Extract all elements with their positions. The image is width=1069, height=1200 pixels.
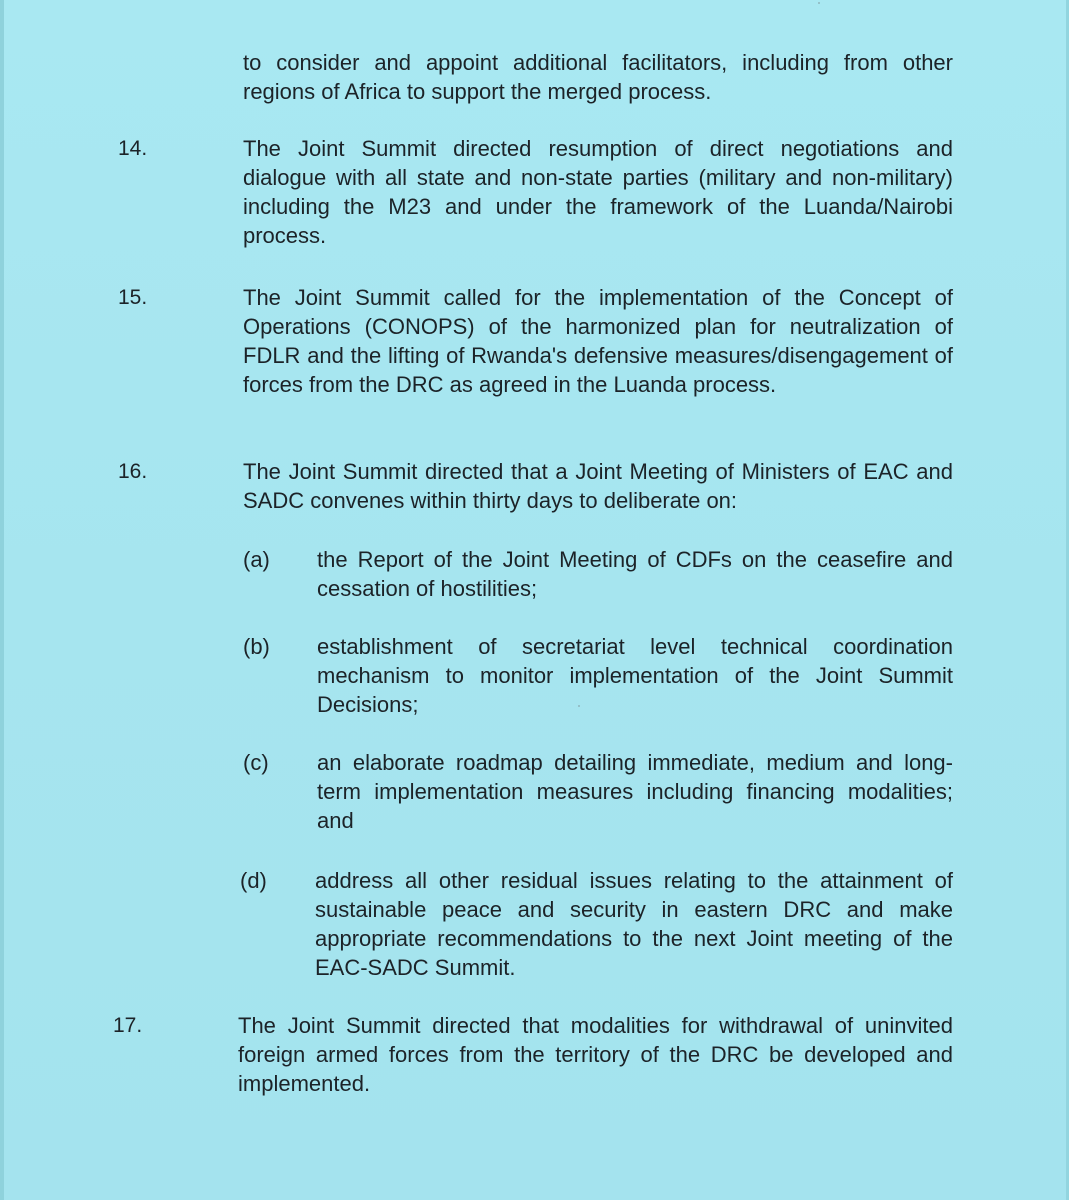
continuation-paragraph: to consider and appoint additional facilitators, including from other regions of Africa to support the merged process. bbox=[243, 50, 953, 104]
paper-speck bbox=[578, 705, 580, 707]
item-17-paragraph: The Joint Summit directed that modalities for withdrawal of uninvited foreign armed forces from the territory of the DRC be developed and implemented. bbox=[238, 1013, 953, 1096]
subitem-label: (c) bbox=[243, 750, 269, 775]
subitem-c-paragraph: an elaborate roadmap detailing immediate, medium and long-term implementation measures including financing modalities; and bbox=[317, 750, 953, 833]
item-number: 16. bbox=[118, 460, 148, 483]
page-edge bbox=[0, 0, 4, 1200]
item-number: 15. bbox=[118, 286, 148, 309]
subitem-a-paragraph: the Report of the Joint Meeting of CDFs on the ceasefire and cessation of hostilities; bbox=[317, 547, 953, 601]
subitem-label: (b) bbox=[243, 634, 270, 659]
subitem-d-paragraph: address all other residual issues relating to the attainment of sustainable peace and security in eastern DRC and make appropriate recommendations to the next Joint meeting of the EAC-SADC Summit. bbox=[315, 868, 953, 980]
item-16-paragraph: The Joint Summit directed that a Joint Meeting of Ministers of EAC and SADC convenes within thirty days to deliberate on: bbox=[243, 459, 953, 513]
subitem-label: (d) bbox=[240, 868, 267, 893]
item-15-paragraph: The Joint Summit called for the implementation of the Concept of Operations (CONOPS) of the harmonized plan for neutralization of FDLR and the lifting of Rwanda's defensive measures/disengagement of forces from the DRC as agreed in the Luanda process. bbox=[243, 285, 953, 397]
item-14-paragraph: The Joint Summit directed resumption of direct negotiations and dialogue with all state and non-state parties (military and non-military) including the M23 and under the framework of the Luanda/Nairobi process. bbox=[243, 136, 953, 248]
subitem-b-paragraph: establishment of secretariat level technical coordination mechanism to monitor implementation of the Joint Summit Decisions; bbox=[317, 634, 953, 717]
subitem-label: (a) bbox=[243, 547, 270, 572]
item-number: 14. bbox=[118, 137, 148, 160]
paper-speck bbox=[818, 2, 820, 4]
item-number: 17. bbox=[113, 1014, 143, 1037]
